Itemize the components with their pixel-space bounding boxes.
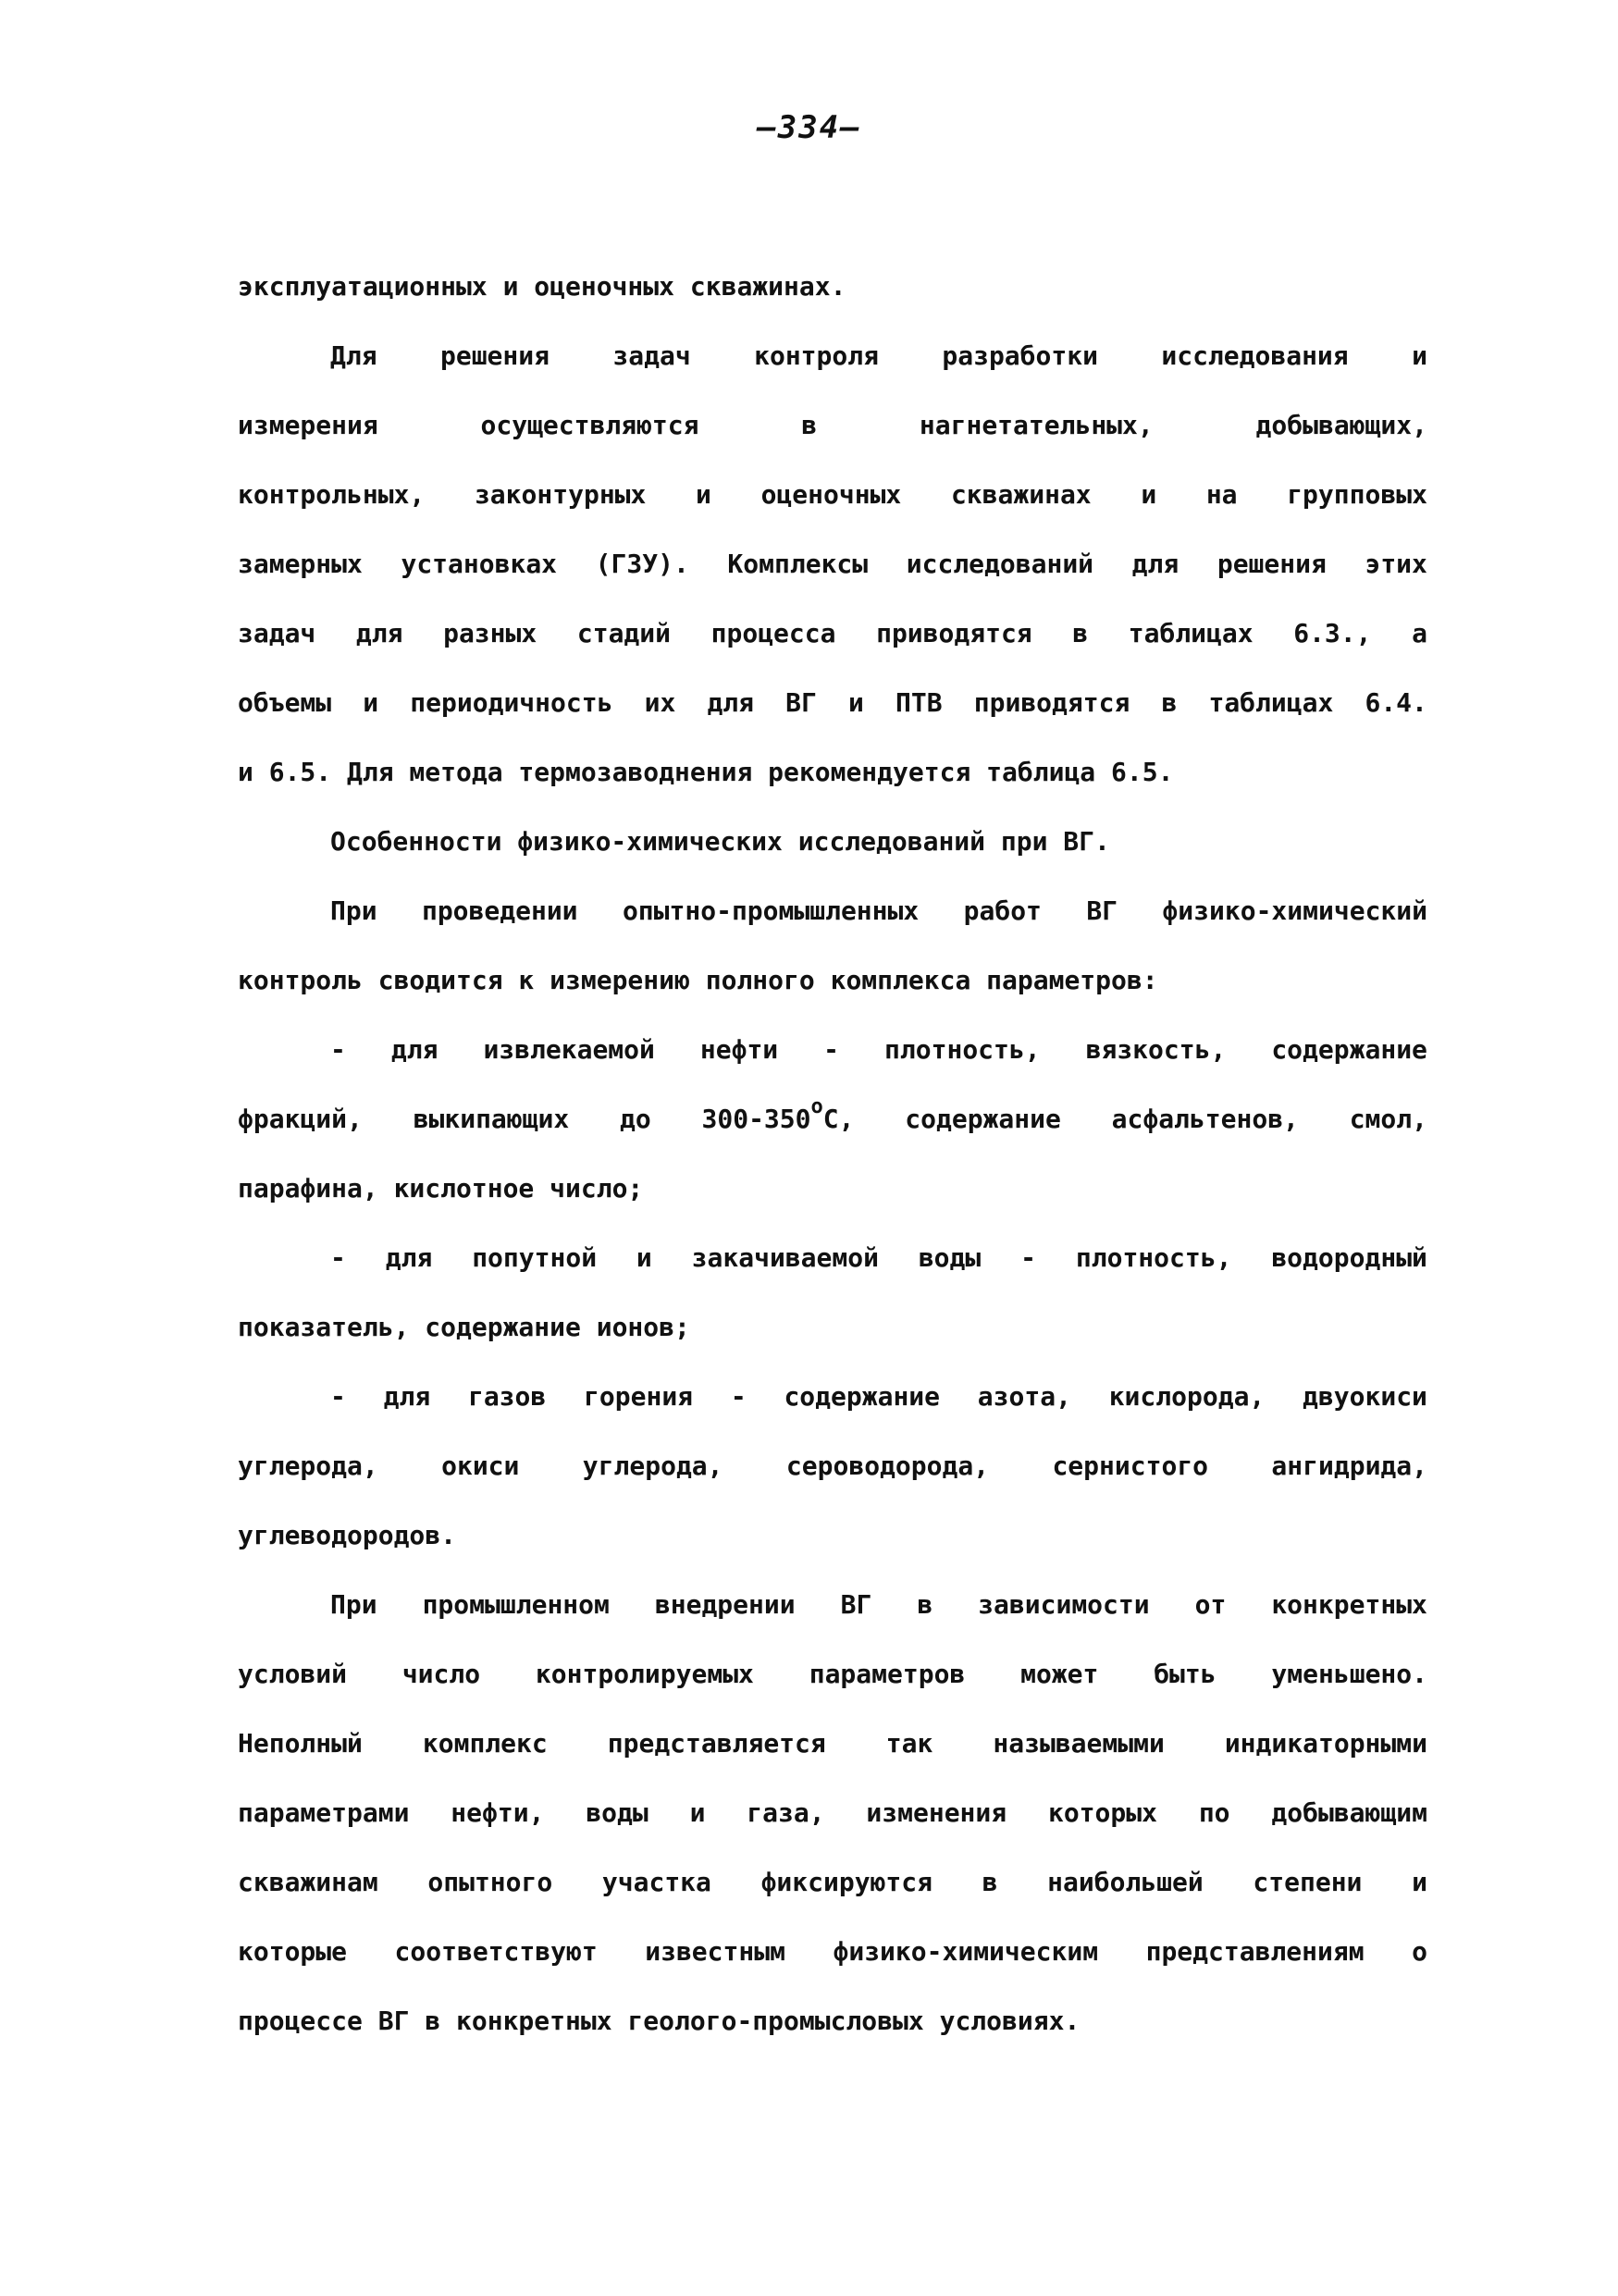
word: газов [467, 1381, 547, 1412]
word: парафина, кислотное число; [238, 1173, 644, 1204]
word: опытно-промышленных [622, 895, 920, 926]
word: для [707, 687, 755, 718]
word: - [330, 1242, 346, 1273]
word: воды [586, 1797, 648, 1828]
text-line [238, 321, 1427, 390]
word: и [1412, 340, 1427, 371]
word: и 6.5. Для метода термозаводнения рекомендуется таблица 6.5. [238, 757, 1174, 787]
word: - [1020, 1242, 1036, 1273]
text-line [238, 1154, 1427, 1223]
text-line [238, 599, 1427, 668]
word: воды [918, 1242, 982, 1273]
word: о [1412, 1936, 1427, 1967]
word: в [801, 410, 818, 440]
word: контроль сводится к измерению полного комплекса параметров: [238, 965, 1158, 995]
text-line [238, 1639, 1427, 1709]
word: содержание [1271, 1034, 1427, 1065]
word: углерода, [582, 1450, 723, 1481]
word: до [620, 1104, 651, 1134]
word: углеводородов. [238, 1520, 457, 1550]
word: разработки [942, 340, 1098, 371]
word: процесса [710, 618, 836, 648]
section-heading [238, 807, 1427, 876]
text-line [238, 1709, 1427, 1778]
text-line [238, 1917, 1427, 1986]
text-line [238, 1431, 1427, 1500]
word: объемы [238, 687, 332, 718]
word: оценочных [760, 479, 902, 510]
text-line [238, 1986, 1427, 2055]
word: законтурных [474, 479, 647, 510]
word: индикаторными [1224, 1728, 1427, 1759]
word: плотность, [884, 1034, 1041, 1065]
word: конкретных [1271, 1589, 1427, 1620]
word: При [330, 895, 377, 926]
word: исследования [1161, 340, 1349, 371]
word: соответствуют [394, 1936, 598, 1967]
word: показатель, содержание ионов; [238, 1312, 690, 1342]
page-number: —334— [757, 109, 861, 146]
word: опытного [427, 1867, 553, 1897]
text-line [238, 1778, 1427, 1847]
word: извлекаемой [483, 1034, 655, 1065]
word: внедрении [654, 1589, 796, 1620]
word: фиксируются [760, 1867, 933, 1897]
word: для [390, 1034, 438, 1065]
text-line [238, 252, 1427, 321]
word: может [1020, 1659, 1099, 1689]
word: Особенности физико-химических исследований при ВГ. [330, 826, 1110, 857]
word: для [385, 1242, 433, 1273]
word: газа, [747, 1797, 825, 1828]
word: горения [584, 1381, 694, 1412]
word: попутной [472, 1242, 598, 1273]
word: ВГ [840, 1589, 872, 1620]
word: и [848, 687, 864, 718]
word: водородный [1271, 1242, 1427, 1273]
list-item-line [238, 1223, 1427, 1292]
word: в [1161, 687, 1178, 718]
word: - [730, 1381, 747, 1412]
word: асфальтенов, [1111, 1104, 1299, 1134]
word: параметрами [238, 1797, 410, 1828]
word: проведении [421, 895, 578, 926]
word: сероводорода, [785, 1450, 990, 1481]
text-line [238, 668, 1427, 737]
word: по [1198, 1797, 1230, 1828]
word: на [1205, 479, 1238, 510]
list-item-line [238, 1015, 1427, 1084]
word: наибольшей [1047, 1867, 1204, 1897]
word: для [383, 1381, 431, 1412]
word: нагнетательных, [919, 410, 1154, 440]
word: ВГ [1086, 895, 1118, 926]
word: Неполный [238, 1728, 363, 1759]
word: ПТВ [895, 687, 943, 718]
word: работ [963, 895, 1042, 926]
word: и [1141, 479, 1157, 510]
word: смол, [1349, 1104, 1427, 1134]
word: в [982, 1867, 998, 1897]
word: их [644, 687, 676, 718]
word: а [1412, 618, 1427, 648]
degree-mark: o [810, 1094, 823, 1118]
word: комплекс [422, 1728, 548, 1759]
word: от [1194, 1589, 1227, 1620]
word: углерода, [238, 1450, 378, 1481]
word: содержание [784, 1381, 941, 1412]
word: физико-химическим [833, 1936, 1099, 1967]
text-line [238, 1847, 1427, 1917]
word: При [330, 1589, 377, 1620]
word: решения [1217, 549, 1327, 579]
word: известным [645, 1936, 785, 1967]
word: исследований [906, 549, 1094, 579]
word: приводятся [876, 618, 1032, 648]
word: задач [612, 340, 691, 371]
word: разных [443, 618, 537, 648]
word: решения [439, 340, 550, 371]
word: - [823, 1034, 840, 1065]
word: вязкость, [1085, 1034, 1227, 1065]
word: азота, [977, 1381, 1071, 1412]
word: быть [1154, 1659, 1217, 1689]
word: участка [601, 1867, 711, 1897]
word: так [885, 1728, 933, 1759]
word: скважинам [238, 1867, 378, 1897]
word: представляется [607, 1728, 826, 1759]
word: в [917, 1589, 933, 1620]
word: скважинах [950, 479, 1092, 510]
word: таблицах [1208, 687, 1334, 718]
word: и [1412, 1867, 1427, 1897]
word: (ГЗУ). [595, 549, 689, 579]
word: зависимости [978, 1589, 1150, 1620]
word: ВГ [785, 687, 817, 718]
text-line [238, 1084, 1427, 1154]
word: кислорода, [1108, 1381, 1266, 1412]
list-item-line [238, 1362, 1427, 1431]
word: закачиваемой [691, 1242, 879, 1273]
word: уменьшено. [1271, 1659, 1427, 1689]
word: приводятся [973, 687, 1130, 718]
word: этих [1365, 549, 1427, 579]
word: добывающих, [1255, 410, 1427, 440]
text-line [238, 390, 1427, 460]
text-line [238, 460, 1427, 529]
word: осуществляются [480, 410, 699, 440]
word: контрольных, [238, 479, 426, 510]
word: 6.3., [1293, 618, 1372, 648]
body-text [238, 252, 1427, 2055]
word: изменения [866, 1797, 1007, 1828]
word: Для [330, 340, 377, 371]
text-line [238, 737, 1427, 807]
word: в [1072, 618, 1089, 648]
word: нефти, [451, 1797, 545, 1828]
word: и [689, 1797, 706, 1828]
word: физико-химический [1162, 895, 1427, 926]
word: и [696, 479, 711, 510]
word: фракций, [238, 1104, 363, 1134]
word: стадий [576, 618, 672, 648]
word: сернистого [1052, 1450, 1209, 1481]
word: 6.4. [1365, 687, 1427, 718]
word: контроля [754, 340, 879, 371]
word: выкипающих [413, 1104, 570, 1134]
word: содержание [905, 1104, 1061, 1134]
text-line [238, 1500, 1427, 1570]
word: нефти [699, 1034, 779, 1065]
word: и [636, 1242, 652, 1273]
word: эксплуатационных и оценочных скважинах. [238, 271, 846, 302]
word: плотность, [1075, 1242, 1232, 1273]
text-line [238, 1292, 1427, 1362]
word: установках [401, 549, 558, 579]
word: окиси [441, 1450, 520, 1481]
word: ангидрида, [1271, 1450, 1427, 1481]
word: называемыми [993, 1728, 1165, 1759]
text-line [238, 1570, 1427, 1639]
word: групповых [1287, 479, 1427, 510]
word: и [363, 687, 379, 718]
word: параметров [809, 1659, 966, 1689]
word: - [330, 1034, 346, 1065]
word: представлениям [1145, 1936, 1365, 1967]
word: замерных [238, 549, 363, 579]
word: число [401, 1659, 481, 1689]
word: контролируемых [535, 1659, 754, 1689]
word: измерения [238, 410, 378, 440]
word: промышленном [422, 1589, 610, 1620]
word: периодичность [410, 687, 613, 718]
word: для [355, 618, 403, 648]
word: - [330, 1381, 346, 1412]
word: добывающим [1271, 1797, 1427, 1828]
word: которые [238, 1936, 348, 1967]
word: условий [238, 1659, 348, 1689]
word: Комплексы [727, 549, 869, 579]
temperature-range: 300-350$^o$С, [701, 1094, 855, 1134]
text-line [238, 529, 1427, 599]
word: которых [1047, 1797, 1157, 1828]
word: процессе ВГ в конкретных геолого-промысловых условиях. [238, 2006, 1081, 2036]
word: задач [238, 618, 316, 648]
word: двуокиси [1303, 1381, 1427, 1412]
word: для [1131, 549, 1180, 579]
text-line [238, 945, 1427, 1015]
word: таблицах [1128, 618, 1254, 648]
text-line [238, 876, 1427, 945]
word: степени [1253, 1867, 1363, 1897]
